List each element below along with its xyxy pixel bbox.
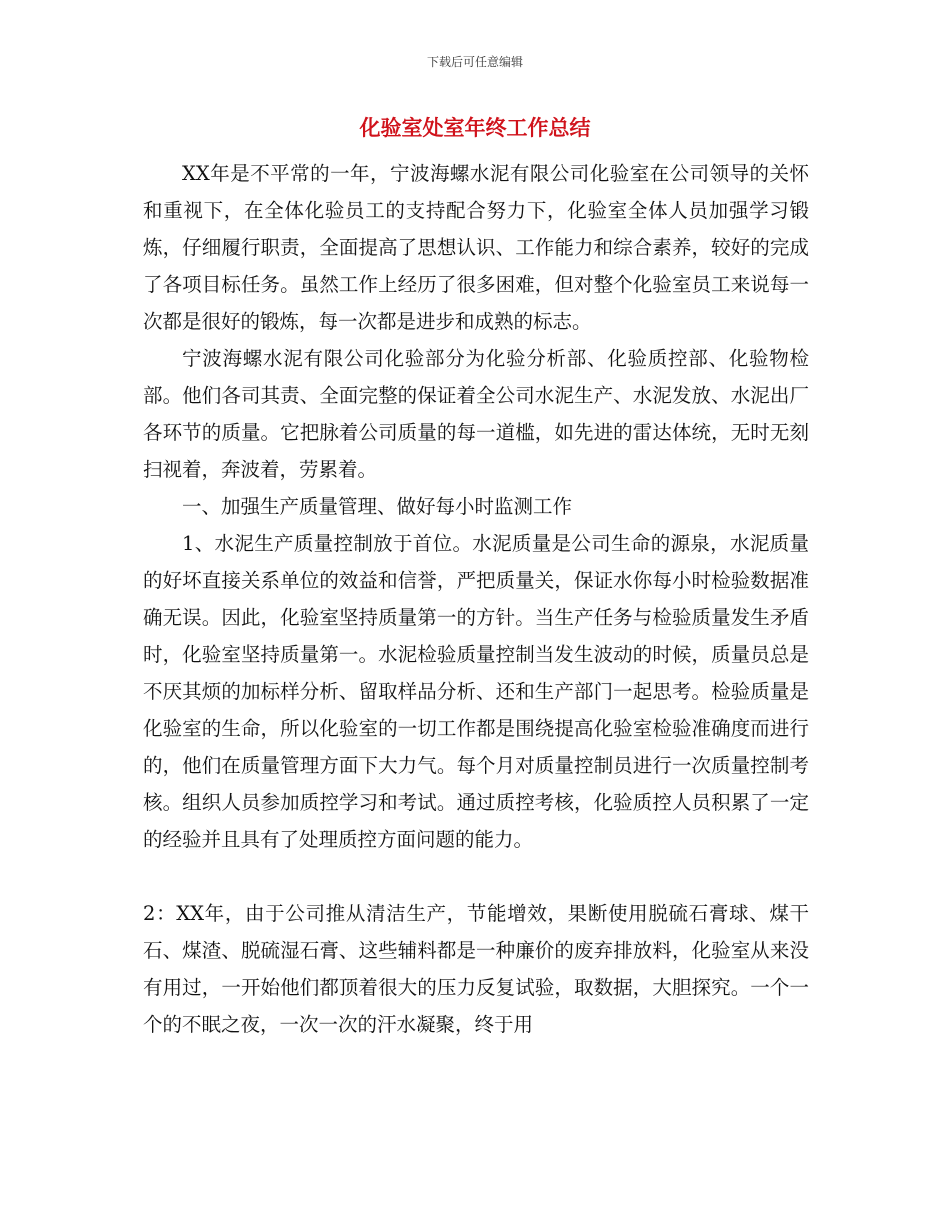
section-heading-1: 一、加强生产质量管理、做好每小时监测工作 — [182, 495, 573, 518]
paragraph-departments: 宁波海螺水泥有限公司化验部分为化验分析部、化验质控部、化验物检部。他们各司其责、全面完整的保证着全公司水泥生产、水泥发放、水泥出厂各环节的质量。它把脉着公司质量的每一道槛，如先进的雷达体统，无时无刻扫视着，奔波着，劳累着。 — [143, 347, 809, 481]
paragraph-item-2: 2：XX年，由于公司推从清洁生产，节能增效，果断使用脱硫石膏球、煤干石、煤渣、脱硫湿石膏、这些辅料都是一种廉价的废弃排放料，化验室从来没有用过，一开始他们都顶着很大的压力反复试验，取数据，大胆探究。一个一个的不眠之夜，一次一次的汗水凝聚，终于用 — [143, 902, 809, 1036]
header-note: 下载后可任意编辑 — [426, 55, 523, 69]
paragraph-item-1: 1、水泥生产质量控制放于首位。水泥质量是公司生命的源泉，水泥质量的好坏直接关系单位的效益和信誉，严把质量关，保证水你每小时检验数据准确无误。因此，化验室坚持质量第一的方针。当生产任务与检验质量发生矛盾时，化验室坚持质量第一。水泥检验质量控制当发生波动的时候，质量员总是不厌其烦的加标样分析、留取样品分析、还和生产部门一起思考。检验质量是化验室的生命，所以化验室的一切工作都是围绕提高化验室检验准确度而进行的，他们在质量管理方面下大力气。每个月对质量控制员进行一次质量控制考核。组织人员参加质控学习和考试。通过质控考核，化验质控人员积累了一定的经验并且具有了处理质控方面问题的能力。 — [143, 532, 809, 851]
document-body — [143, 155, 809, 1043]
paragraph-intro: XX年是不平常的一年，宁波海螺水泥有限公司化验室在公司领导的关怀和重视下，在全体化验员工的支持配合努力下，化验室全体人员加强学习锻炼，仔细履行职责，全面提高了思想认识、工作能力和综合素养，较好的完成了各项目标任务。虽然工作上经历了很多困难，但对整个化验室员工来说每一次都是很好的锻炼，每一次都是进步和成熟的标志。 — [143, 162, 809, 333]
document-title: 化验室处室年终工作总结 — [359, 116, 591, 140]
paragraph-gap — [143, 858, 809, 895]
